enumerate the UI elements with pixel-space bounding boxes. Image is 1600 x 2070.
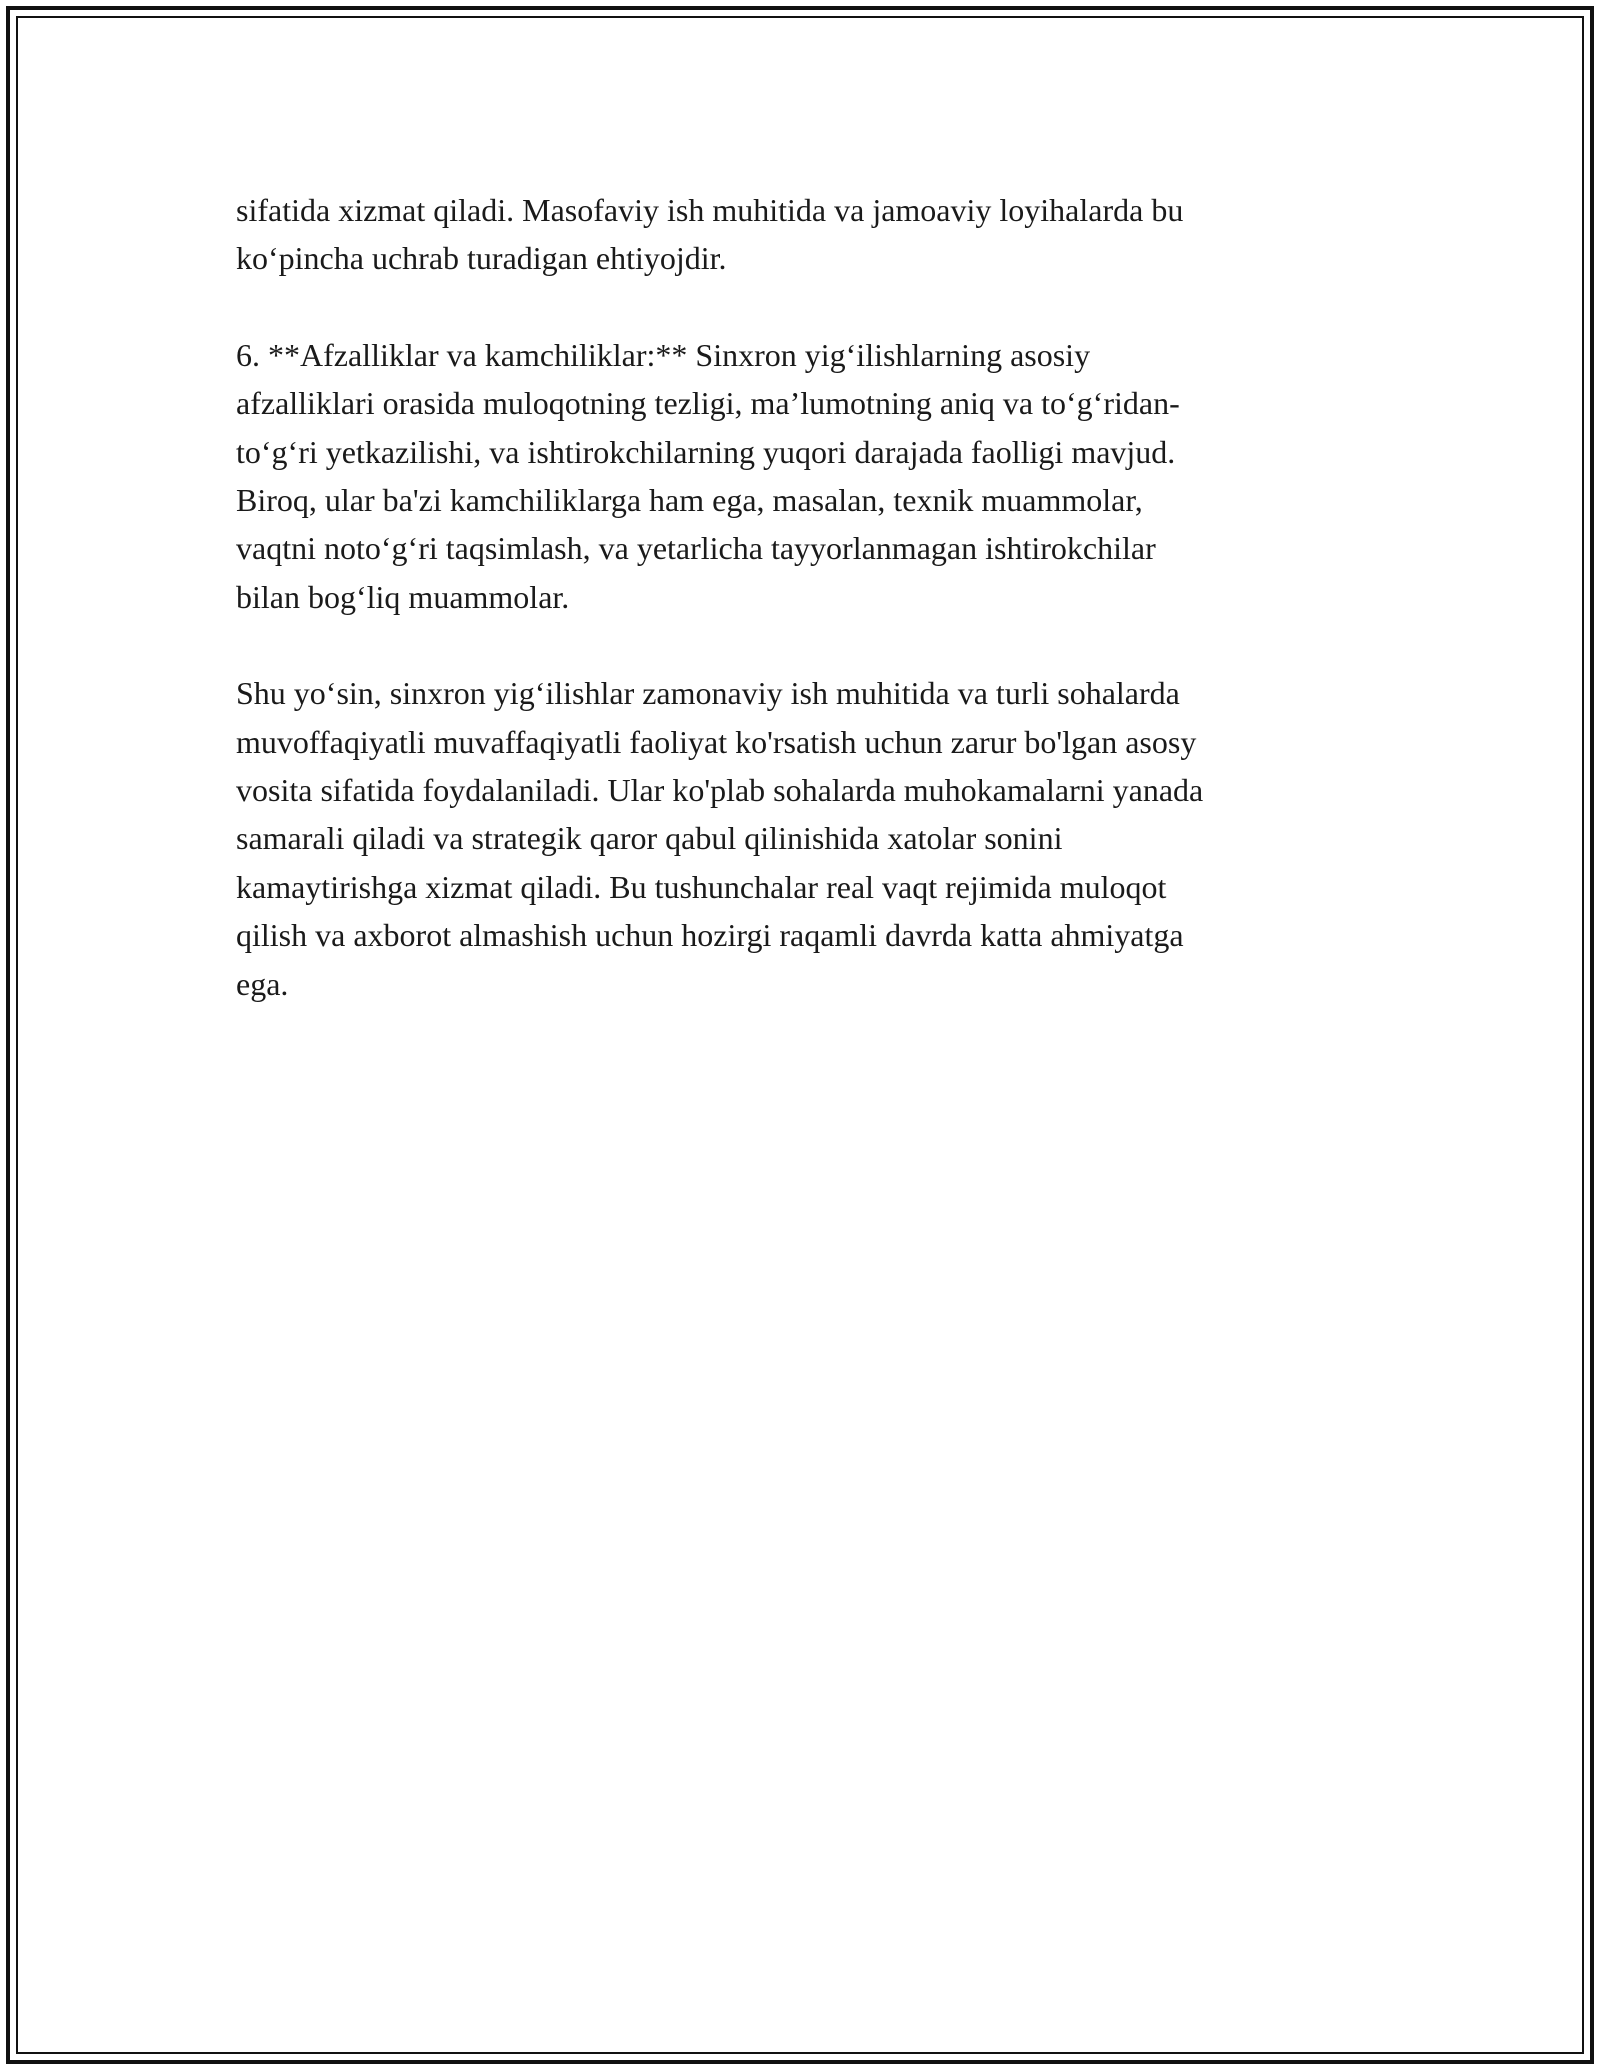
paragraph-advantages-disadvantages: 6. **Afzalliklar va kamchiliklar:** Sinxron yig‘ilishlarning asosiy afzalliklari orasida muloqotning tezligi, ma’lumotning aniq va to‘g‘ridan- to‘g‘ri yetkazilishi, va ishtirokchilarning yuqori darajada faolligi mavjud. Biroq, ular ba'zi kamchiliklarga ham ega, masalan, texnik muammolar, vaqtni noto‘g‘ri taqsimlash, va yetarlicha tayyorlanmagan ishtirokchilar bilan bog‘liq muammolar. — [236, 336, 1180, 615]
paragraph-conclusion: Shu yo‘sin, sinxron yig‘ilishlar zamonaviy ish muhitida va turli sohalarda muvoffaqiyatli muvaffaqiyatli faoliyat ko'rsatish uchun zarur bo'lgan asosy vosita sifatida foydalaniladi. Ular ko'plab sohalarda muhokamalarni yanada samarali qiladi va strategik qaror qabul qilinishida xatolar sonini kamaytirishga xizmat qiladi. Bu tushunchalar real vaqt rejimida muloqot qilish va axborot almashish uchun hozirgi raqamli davrda katta ahmiyatga ega. — [236, 675, 1204, 1002]
document-body — [236, 186, 1364, 1056]
paragraph-continuation: sifatida xizmat qiladi. Masofaviy ish muhitida va jamoaviy loyihalarda bu ko‘pincha uchrab turadigan ehtiyojdir. — [236, 192, 1184, 277]
